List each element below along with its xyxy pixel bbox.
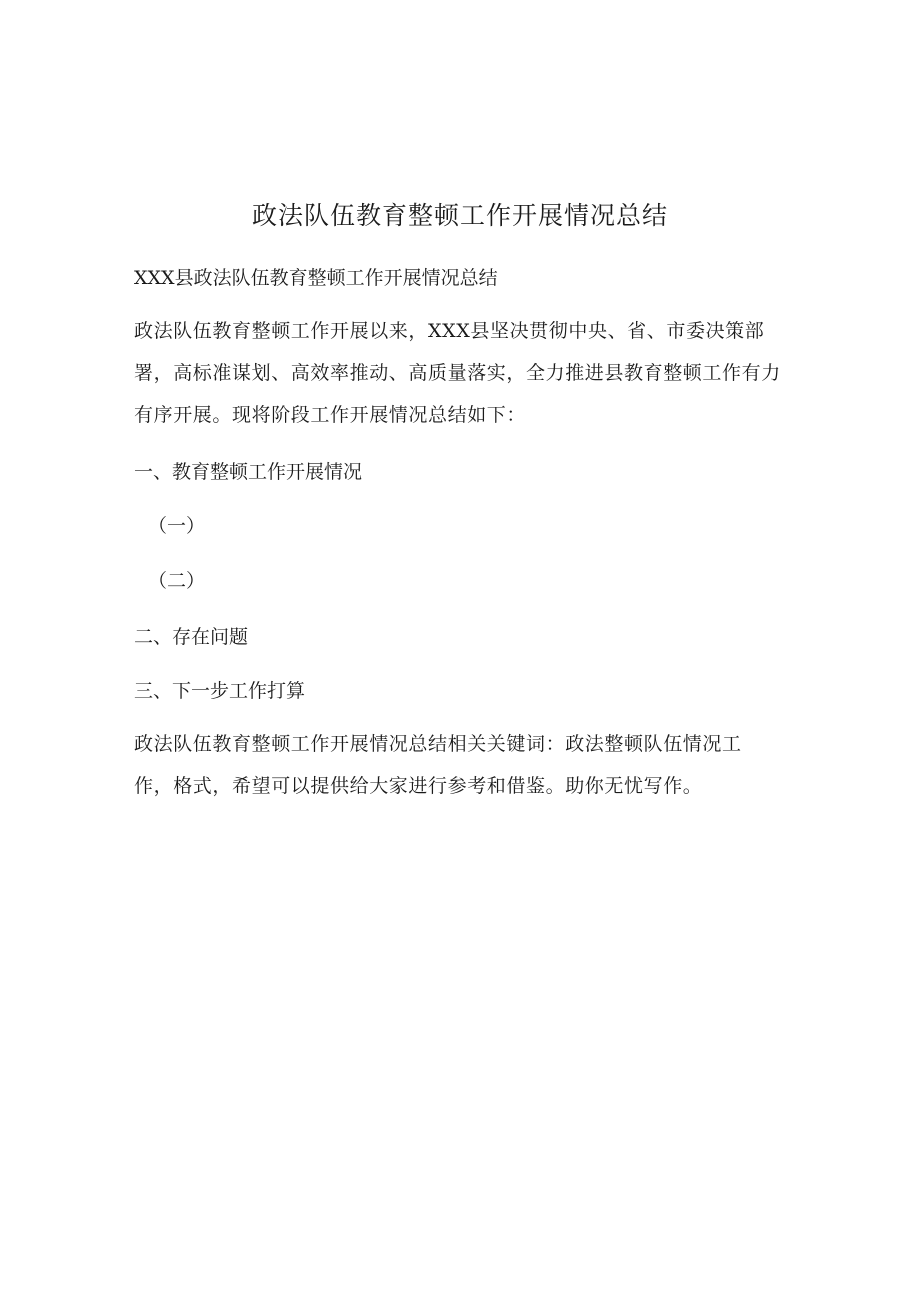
section-heading-3: 三、下一步工作打算 xyxy=(134,680,306,702)
keywords-paragraph: 政法队伍教育整顿工作开展情况总结相关关键词：政法整顿队伍情况工作，格式，希望可以提供给大家进行参考和借鉴。助你无忧写作。 xyxy=(134,733,742,797)
document-title: 政法队伍教育整顿工作开展情况总结 xyxy=(251,201,668,230)
subsection-heading-1: （一） xyxy=(148,515,206,537)
section-heading-2: 二、存在问题 xyxy=(134,626,249,648)
subsection-heading-2: （二） xyxy=(148,570,206,592)
intro-paragraph: 政法队伍教育整顿工作开展以来，XXX县坚决贯彻中央、省、市委决策部署，高标准谋划、高效率推动、高质量落实，全力推进县教育整顿工作有力有序开展。现将阶段工作开展情况总结如下： xyxy=(134,320,781,426)
document-subtitle: XXX县政法队伍教育整顿工作开展情况总结 xyxy=(134,267,498,289)
section-heading-1: 一、教育整顿工作开展情况 xyxy=(134,461,363,483)
